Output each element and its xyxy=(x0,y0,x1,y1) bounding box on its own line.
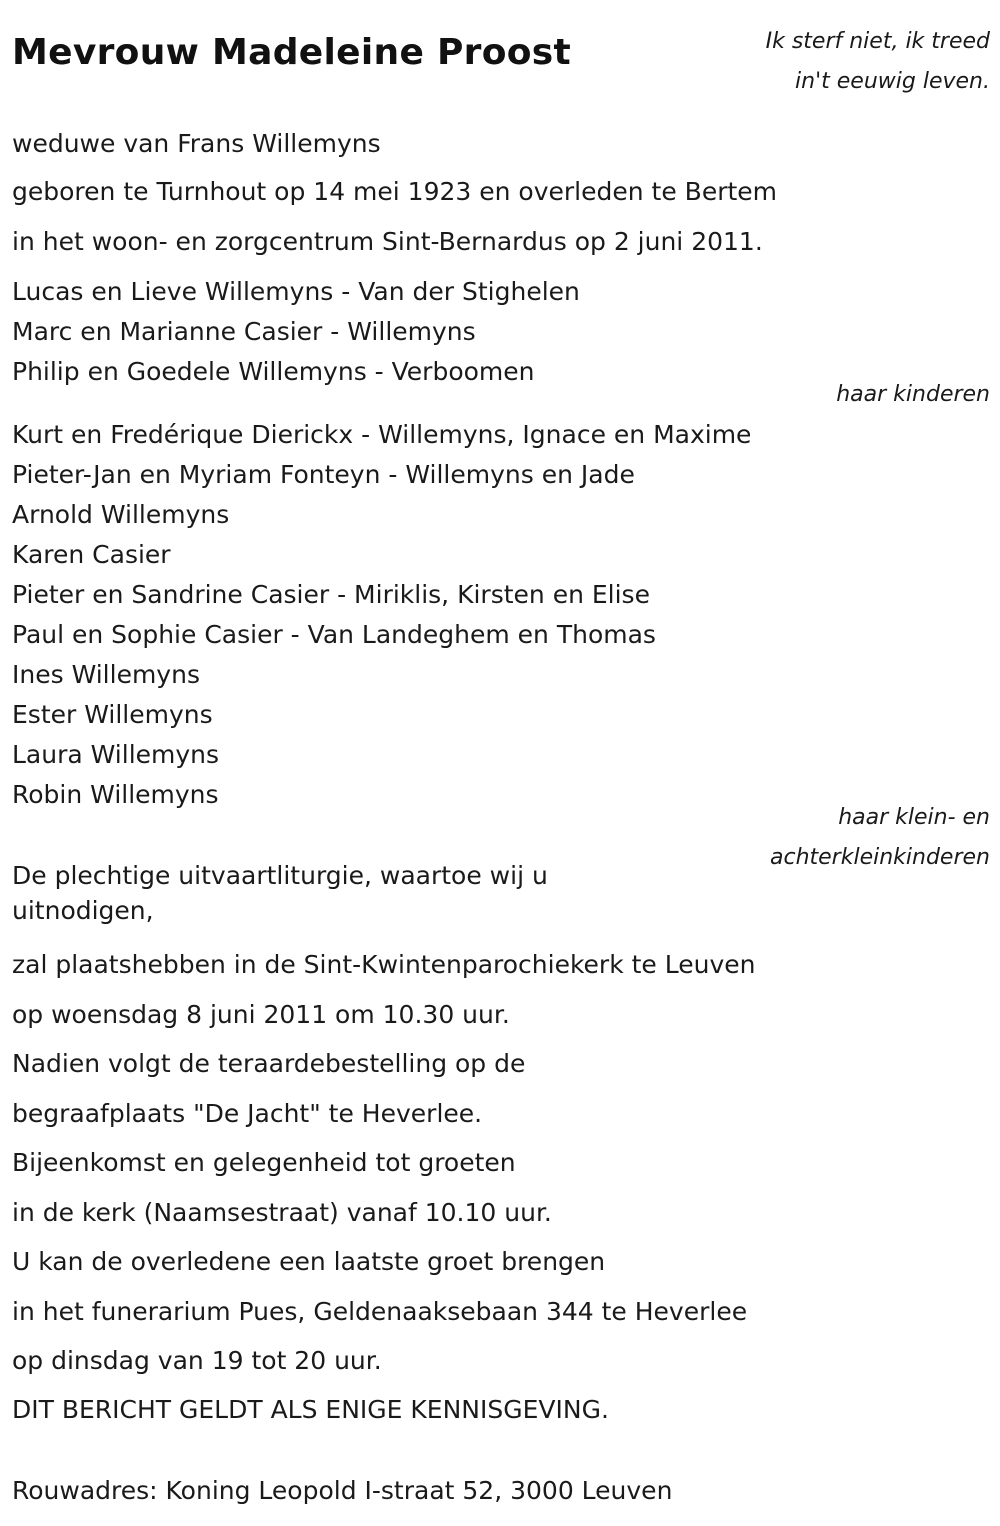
grandchildren-label-line1: haar klein- en xyxy=(838,805,990,830)
grandchildren-list xyxy=(12,415,751,815)
children-list xyxy=(12,272,580,392)
list-item: Marc en Marianne Casier - Willemyns xyxy=(12,317,476,346)
birth-death-line: geboren te Turnhout op 14 mei 1923 en overleden te Bertem xyxy=(12,177,778,206)
list-item: Lucas en Lieve Willemyns - Van der Stighelen xyxy=(12,277,580,306)
visit-line-3: op dinsdag van 19 tot 20 uur. xyxy=(12,1346,382,1375)
list-item: Laura Willemyns xyxy=(12,740,220,769)
burial-line-2: begraafplaats "De Jacht" te Heverlee. xyxy=(12,1099,483,1128)
mourning-address: Rouwadres: Koning Leopold I-straat 52, 3000 Leuven xyxy=(12,1476,673,1505)
list-item: Pieter en Sandrine Casier - Miriklis, Kirsten en Elise xyxy=(12,580,650,609)
list-item: Philip en Goedele Willemyns - Verboomen xyxy=(12,357,535,386)
list-item: Robin Willemyns xyxy=(12,780,219,809)
list-item: Kurt en Fredérique Dierickx - Willemyns, Ignace en Maxime xyxy=(12,420,752,449)
gathering-line-2: in de kerk (Naamsestraat) vanaf 10.10 uur. xyxy=(12,1198,552,1227)
list-item: Ines Willemyns xyxy=(12,660,200,689)
list-item: Ester Willemyns xyxy=(12,700,213,729)
gathering-line-1: Bijeenkomst en gelegenheid tot groeten xyxy=(12,1148,516,1177)
burial-line-1: Nadien volgt de teraardebestelling op de xyxy=(12,1049,526,1078)
list-item: Karen Casier xyxy=(12,540,171,569)
list-item: Paul en Sophie Casier - Van Landeghem en Thomas xyxy=(12,620,656,649)
place-of-death-line: in het woon- en zorgcentrum Sint-Bernardus op 2 juni 2011. xyxy=(12,227,763,256)
visit-line-1: U kan de overledene een laatste groet brengen xyxy=(12,1247,606,1276)
service-invitation: De plechtige uitvaartliturgie, waartoe wij u uitnodigen, xyxy=(12,861,548,925)
motto-quote: Ik sterf niet, ik treed in't eeuwig leven. xyxy=(765,29,990,94)
page-title: Mevrouw Madeleine Proost xyxy=(12,32,572,73)
list-item: Arnold Willemyns xyxy=(12,500,230,529)
notice-line: DIT BERICHT GELDT ALS ENIGE KENNISGEVING. xyxy=(12,1395,609,1424)
service-church: zal plaatshebben in de Sint-Kwintenparochiekerk te Leuven xyxy=(12,950,756,979)
grandchildren-label-line2: achterkleinkinderen xyxy=(770,845,990,870)
visit-line-2: in het funerarium Pues, Geldenaaksebaan 344 te Heverlee xyxy=(12,1297,748,1326)
widow-line: weduwe van Frans Willemyns xyxy=(12,129,381,158)
list-item: Pieter-Jan en Myriam Fonteyn - Willemyns en Jade xyxy=(12,460,635,489)
service-date: op woensdag 8 juni 2011 om 10.30 uur. xyxy=(12,1000,510,1029)
children-label: haar kinderen xyxy=(836,382,990,407)
